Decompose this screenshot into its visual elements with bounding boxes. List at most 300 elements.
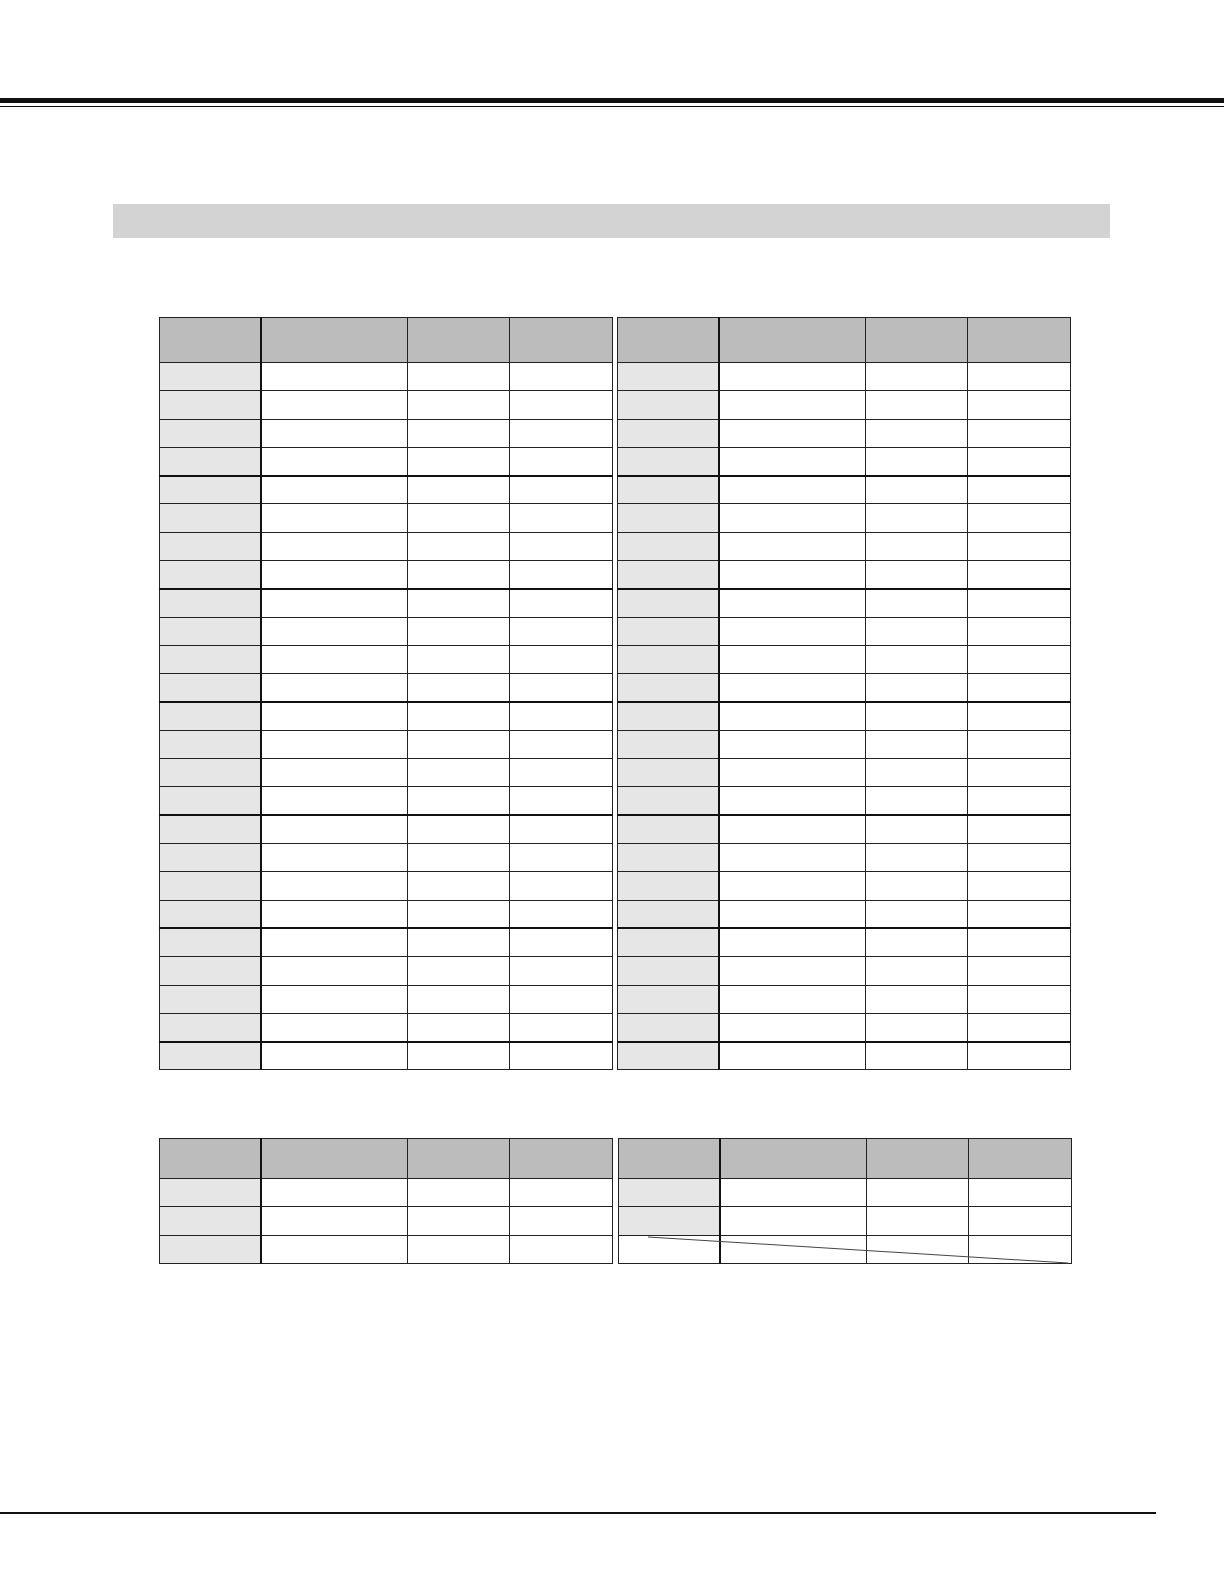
- header-cell: [408, 318, 510, 363]
- row-key-cell: [160, 1235, 261, 1263]
- row-key-cell: [618, 674, 719, 702]
- table-row: [618, 476, 1071, 504]
- table-cell: [408, 1235, 510, 1263]
- table-cell: [866, 476, 968, 504]
- table-cell: [968, 561, 1071, 589]
- header-cell: [160, 1139, 261, 1179]
- header-cell: [261, 1139, 408, 1179]
- table-row: [160, 702, 613, 730]
- table-cell: [510, 645, 613, 673]
- table-row: [160, 391, 613, 419]
- table-row: [160, 957, 613, 985]
- row-key-cell: [618, 872, 719, 900]
- table-cell: [261, 985, 408, 1013]
- row-key-cell: [618, 589, 719, 617]
- row-key-cell: [160, 759, 261, 787]
- table-cell: [968, 759, 1071, 787]
- table-row: [160, 1179, 613, 1207]
- header-cell: [969, 1139, 1072, 1179]
- table-row: [160, 363, 613, 391]
- table-row: [160, 645, 613, 673]
- table-row: [618, 589, 1071, 617]
- table-cell: [408, 504, 510, 532]
- table-cell: [510, 447, 613, 475]
- table-cell: [968, 617, 1071, 645]
- table-cell: [510, 957, 613, 985]
- table-row: [618, 787, 1071, 815]
- table-cell: [408, 759, 510, 787]
- row-key-cell: [619, 1235, 720, 1263]
- header-cell: [160, 318, 261, 363]
- table-row: [160, 1013, 613, 1041]
- table-cell: [408, 730, 510, 758]
- table-row: [160, 1042, 613, 1070]
- table-cell: [510, 419, 613, 447]
- table-cell: [408, 419, 510, 447]
- row-key-cell: [160, 645, 261, 673]
- row-key-cell: [160, 844, 261, 872]
- table-cell: [720, 1207, 867, 1235]
- table-row: [618, 532, 1071, 560]
- row-key-cell: [618, 617, 719, 645]
- table-cell: [866, 957, 968, 985]
- row-key-cell: [160, 985, 261, 1013]
- table-cell: [866, 1013, 968, 1041]
- table-cell: [719, 759, 866, 787]
- table-cell: [866, 617, 968, 645]
- table-cell: [408, 391, 510, 419]
- row-key-cell: [160, 617, 261, 645]
- table-cell: [261, 1207, 408, 1235]
- row-key-cell: [160, 702, 261, 730]
- table-cell: [866, 645, 968, 673]
- table-row: [618, 447, 1071, 475]
- table-cell: [261, 504, 408, 532]
- table-cell: [866, 787, 968, 815]
- table-cell: [510, 1042, 613, 1070]
- table-cell: [261, 787, 408, 815]
- table-row: [618, 872, 1071, 900]
- table-cell: [408, 702, 510, 730]
- table-cell: [719, 730, 866, 758]
- table-cell: [408, 815, 510, 843]
- table-row: [160, 872, 613, 900]
- row-key-cell: [160, 1179, 261, 1207]
- table-cell: [719, 1042, 866, 1070]
- table-cell: [866, 928, 968, 956]
- table-cell: [719, 476, 866, 504]
- row-key-cell: [618, 900, 719, 928]
- row-key-cell: [160, 419, 261, 447]
- table-cell: [968, 730, 1071, 758]
- table-row: [160, 419, 613, 447]
- table-row: [618, 674, 1071, 702]
- table-row: [619, 1179, 1072, 1207]
- table-cell: [510, 872, 613, 900]
- table-cell: [719, 617, 866, 645]
- table-cell: [510, 532, 613, 560]
- table-cell: [408, 1207, 510, 1235]
- table-cell: [719, 985, 866, 1013]
- section-heading-bar: [113, 204, 1110, 238]
- main-table-left: [159, 317, 613, 1070]
- table-cell: [719, 815, 866, 843]
- top-rule-thin: [0, 106, 1224, 107]
- row-key-cell: [160, 589, 261, 617]
- table-header-row: [619, 1139, 1072, 1179]
- row-key-cell: [160, 504, 261, 532]
- bottom-rule: [0, 1512, 1156, 1514]
- table-row: [160, 730, 613, 758]
- header-cell: [867, 1139, 969, 1179]
- table-cell: [261, 561, 408, 589]
- table-row: [618, 561, 1071, 589]
- row-key-cell: [160, 1042, 261, 1070]
- table-cell: [510, 391, 613, 419]
- table-cell: [261, 476, 408, 504]
- table-cell: [510, 1207, 613, 1235]
- header-cell: [619, 1139, 720, 1179]
- table-cell: [408, 447, 510, 475]
- header-cell: [618, 318, 719, 363]
- table-cell: [719, 872, 866, 900]
- table-cell: [510, 985, 613, 1013]
- table-cell: [866, 561, 968, 589]
- table-cell: [261, 1179, 408, 1207]
- table-cell: [968, 928, 1071, 956]
- table-cell: [719, 702, 866, 730]
- table-cell: [867, 1179, 969, 1207]
- table-header-row: [160, 318, 613, 363]
- row-key-cell: [618, 419, 719, 447]
- table-row: [618, 645, 1071, 673]
- row-key-cell: [160, 730, 261, 758]
- table-cell: [261, 391, 408, 419]
- table-row: [618, 702, 1071, 730]
- row-key-cell: [618, 928, 719, 956]
- table-cell: [408, 844, 510, 872]
- table-row: [618, 900, 1071, 928]
- table-cell: [866, 730, 968, 758]
- table-cell: [261, 1013, 408, 1041]
- row-key-cell: [160, 1207, 261, 1235]
- table-cell: [408, 532, 510, 560]
- table-row: [618, 1013, 1071, 1041]
- table-cell: [261, 1235, 408, 1263]
- table-cell: [867, 1207, 969, 1235]
- table-cell: [866, 589, 968, 617]
- table-cell: [719, 589, 866, 617]
- row-key-cell: [618, 476, 719, 504]
- table-cell: [719, 787, 866, 815]
- table-cell: [261, 815, 408, 843]
- table-row: [160, 617, 613, 645]
- table-cell: [719, 561, 866, 589]
- row-key-cell: [618, 787, 719, 815]
- table-row: [160, 476, 613, 504]
- table-cell: [719, 504, 866, 532]
- table-cell: [408, 561, 510, 589]
- table-cell: [408, 645, 510, 673]
- table-cell: [261, 928, 408, 956]
- table-cell: [968, 589, 1071, 617]
- table-cell: [968, 645, 1071, 673]
- lower-table-right: [618, 1138, 1072, 1264]
- row-key-cell: [160, 532, 261, 560]
- table-row: [618, 759, 1071, 787]
- table-cell: [510, 730, 613, 758]
- table-cell: [261, 674, 408, 702]
- row-key-cell: [618, 985, 719, 1013]
- table-cell: [719, 447, 866, 475]
- row-key-cell: [618, 759, 719, 787]
- table-cell: [261, 844, 408, 872]
- table-row: [618, 504, 1071, 532]
- table-cell: [719, 900, 866, 928]
- table-cell: [510, 759, 613, 787]
- row-key-cell: [618, 561, 719, 589]
- table-cell: [968, 900, 1071, 928]
- header-cell: [510, 318, 613, 363]
- table-cell: [719, 419, 866, 447]
- table-cell: [968, 476, 1071, 504]
- table-cell: [261, 872, 408, 900]
- table-cell: [261, 447, 408, 475]
- table-cell: [866, 674, 968, 702]
- table-cell: [408, 787, 510, 815]
- row-key-cell: [160, 815, 261, 843]
- row-key-cell: [618, 504, 719, 532]
- table-row: [618, 363, 1071, 391]
- table-cell: [408, 985, 510, 1013]
- table-row: [160, 532, 613, 560]
- row-key-cell: [619, 1179, 720, 1207]
- table-cell: [968, 844, 1071, 872]
- table-row: [160, 985, 613, 1013]
- table-header-row: [618, 318, 1071, 363]
- table-row: [618, 815, 1071, 843]
- table-cell: [510, 702, 613, 730]
- table-cell: [719, 674, 866, 702]
- table-cell: [408, 589, 510, 617]
- table-cell: [261, 702, 408, 730]
- row-key-cell: [619, 1207, 720, 1235]
- table-row: [160, 900, 613, 928]
- table-cell: [719, 844, 866, 872]
- table-row: [618, 985, 1071, 1013]
- table-cell: [866, 391, 968, 419]
- table-cell: [968, 363, 1071, 391]
- header-cell: [866, 318, 968, 363]
- row-key-cell: [618, 815, 719, 843]
- table-cell: [408, 872, 510, 900]
- row-key-cell: [160, 787, 261, 815]
- table-cell: [408, 1179, 510, 1207]
- table-cell: [968, 447, 1071, 475]
- table-row: [160, 815, 613, 843]
- row-key-cell: [160, 674, 261, 702]
- row-key-cell: [618, 645, 719, 673]
- row-key-cell: [160, 900, 261, 928]
- table-cell: [408, 617, 510, 645]
- table-cell: [968, 957, 1071, 985]
- table-cell: [719, 363, 866, 391]
- table-cell: [510, 844, 613, 872]
- table-cell: [968, 1042, 1071, 1070]
- table-cell: [866, 532, 968, 560]
- table-cell: [968, 674, 1071, 702]
- table-row: [618, 928, 1071, 956]
- table-cell: [510, 476, 613, 504]
- table-row: [618, 617, 1071, 645]
- table-cell: [261, 419, 408, 447]
- row-key-cell: [160, 872, 261, 900]
- row-key-cell: [160, 391, 261, 419]
- table-cell: [866, 419, 968, 447]
- table-cell: [408, 363, 510, 391]
- row-key-cell: [618, 730, 719, 758]
- table-row: [160, 759, 613, 787]
- table-row: [160, 589, 613, 617]
- table-cell: [510, 815, 613, 843]
- row-key-cell: [618, 957, 719, 985]
- table-cell: [510, 617, 613, 645]
- table-row: [160, 1235, 613, 1263]
- table-row: [160, 928, 613, 956]
- row-key-cell: [618, 702, 719, 730]
- table-header-row: [160, 1139, 613, 1179]
- header-cell: [968, 318, 1071, 363]
- table-cell: [408, 476, 510, 504]
- table-cell: [510, 561, 613, 589]
- table-cell: [719, 928, 866, 956]
- table-cell: [719, 532, 866, 560]
- row-key-cell: [618, 363, 719, 391]
- row-key-cell: [160, 447, 261, 475]
- table-cell: [408, 1042, 510, 1070]
- table-cell: [968, 702, 1071, 730]
- table-cell: [719, 391, 866, 419]
- table-cell: [408, 957, 510, 985]
- table-cell: [866, 844, 968, 872]
- table-cell: [968, 1013, 1071, 1041]
- table-cell: [968, 985, 1071, 1013]
- table-cell: [866, 447, 968, 475]
- table-cell: [719, 957, 866, 985]
- table-cell: [867, 1235, 969, 1263]
- table-cell: [866, 872, 968, 900]
- table-cell: [510, 674, 613, 702]
- table-cell: [968, 532, 1071, 560]
- table-row: [160, 787, 613, 815]
- table-cell: [720, 1179, 867, 1207]
- table-cell: [261, 589, 408, 617]
- table-cell: [866, 759, 968, 787]
- table-cell: [510, 928, 613, 956]
- table-cell: [968, 504, 1071, 532]
- table-row: [160, 447, 613, 475]
- table-cell: [866, 900, 968, 928]
- table-cell: [866, 985, 968, 1013]
- row-key-cell: [160, 476, 261, 504]
- table-cell: [408, 1013, 510, 1041]
- top-rule: [0, 98, 1224, 103]
- table-cell: [510, 787, 613, 815]
- table-cell: [261, 363, 408, 391]
- table-cell: [510, 1013, 613, 1041]
- header-cell: [719, 318, 866, 363]
- table-row: [618, 844, 1071, 872]
- table-cell: [510, 363, 613, 391]
- table-cell: [969, 1179, 1072, 1207]
- table-cell: [510, 1179, 613, 1207]
- table-cell: [261, 532, 408, 560]
- table-row: [160, 504, 613, 532]
- table-cell: [510, 900, 613, 928]
- row-key-cell: [160, 561, 261, 589]
- table-cell: [261, 900, 408, 928]
- table-cell: [719, 645, 866, 673]
- table-cell: [969, 1207, 1072, 1235]
- table-cell: [408, 900, 510, 928]
- header-cell: [261, 318, 408, 363]
- table-row: [619, 1207, 1072, 1235]
- table-row: [160, 1207, 613, 1235]
- table-cell: [968, 872, 1071, 900]
- table-row: [160, 674, 613, 702]
- table-cell: [968, 815, 1071, 843]
- row-key-cell: [618, 844, 719, 872]
- table-cell: [969, 1235, 1072, 1263]
- table-row: [618, 1042, 1071, 1070]
- table-cell: [866, 363, 968, 391]
- header-cell: [408, 1139, 510, 1179]
- table-cell: [866, 504, 968, 532]
- table-cell: [968, 391, 1071, 419]
- row-key-cell: [618, 1013, 719, 1041]
- row-key-cell: [160, 928, 261, 956]
- table-cell: [261, 957, 408, 985]
- table-cell: [408, 928, 510, 956]
- table-cell: [261, 759, 408, 787]
- table-cell: [866, 815, 968, 843]
- lower-table-left: [159, 1138, 613, 1264]
- table-row: [160, 844, 613, 872]
- table-row: [160, 561, 613, 589]
- row-key-cell: [618, 447, 719, 475]
- table-cell: [261, 617, 408, 645]
- header-cell: [720, 1139, 867, 1179]
- table-cell: [968, 419, 1071, 447]
- table-cell: [719, 1013, 866, 1041]
- row-key-cell: [160, 363, 261, 391]
- main-table-right: [617, 317, 1071, 1070]
- table-cell: [968, 787, 1071, 815]
- table-cell: [510, 589, 613, 617]
- table-row: [619, 1235, 1072, 1263]
- table-row: [618, 730, 1071, 758]
- row-key-cell: [618, 1042, 719, 1070]
- row-key-cell: [618, 532, 719, 560]
- table-cell: [866, 1042, 968, 1070]
- header-cell: [510, 1139, 613, 1179]
- table-cell: [866, 702, 968, 730]
- table-cell: [261, 645, 408, 673]
- table-cell: [510, 1235, 613, 1263]
- table-row: [618, 957, 1071, 985]
- row-key-cell: [160, 957, 261, 985]
- table-cell: [408, 674, 510, 702]
